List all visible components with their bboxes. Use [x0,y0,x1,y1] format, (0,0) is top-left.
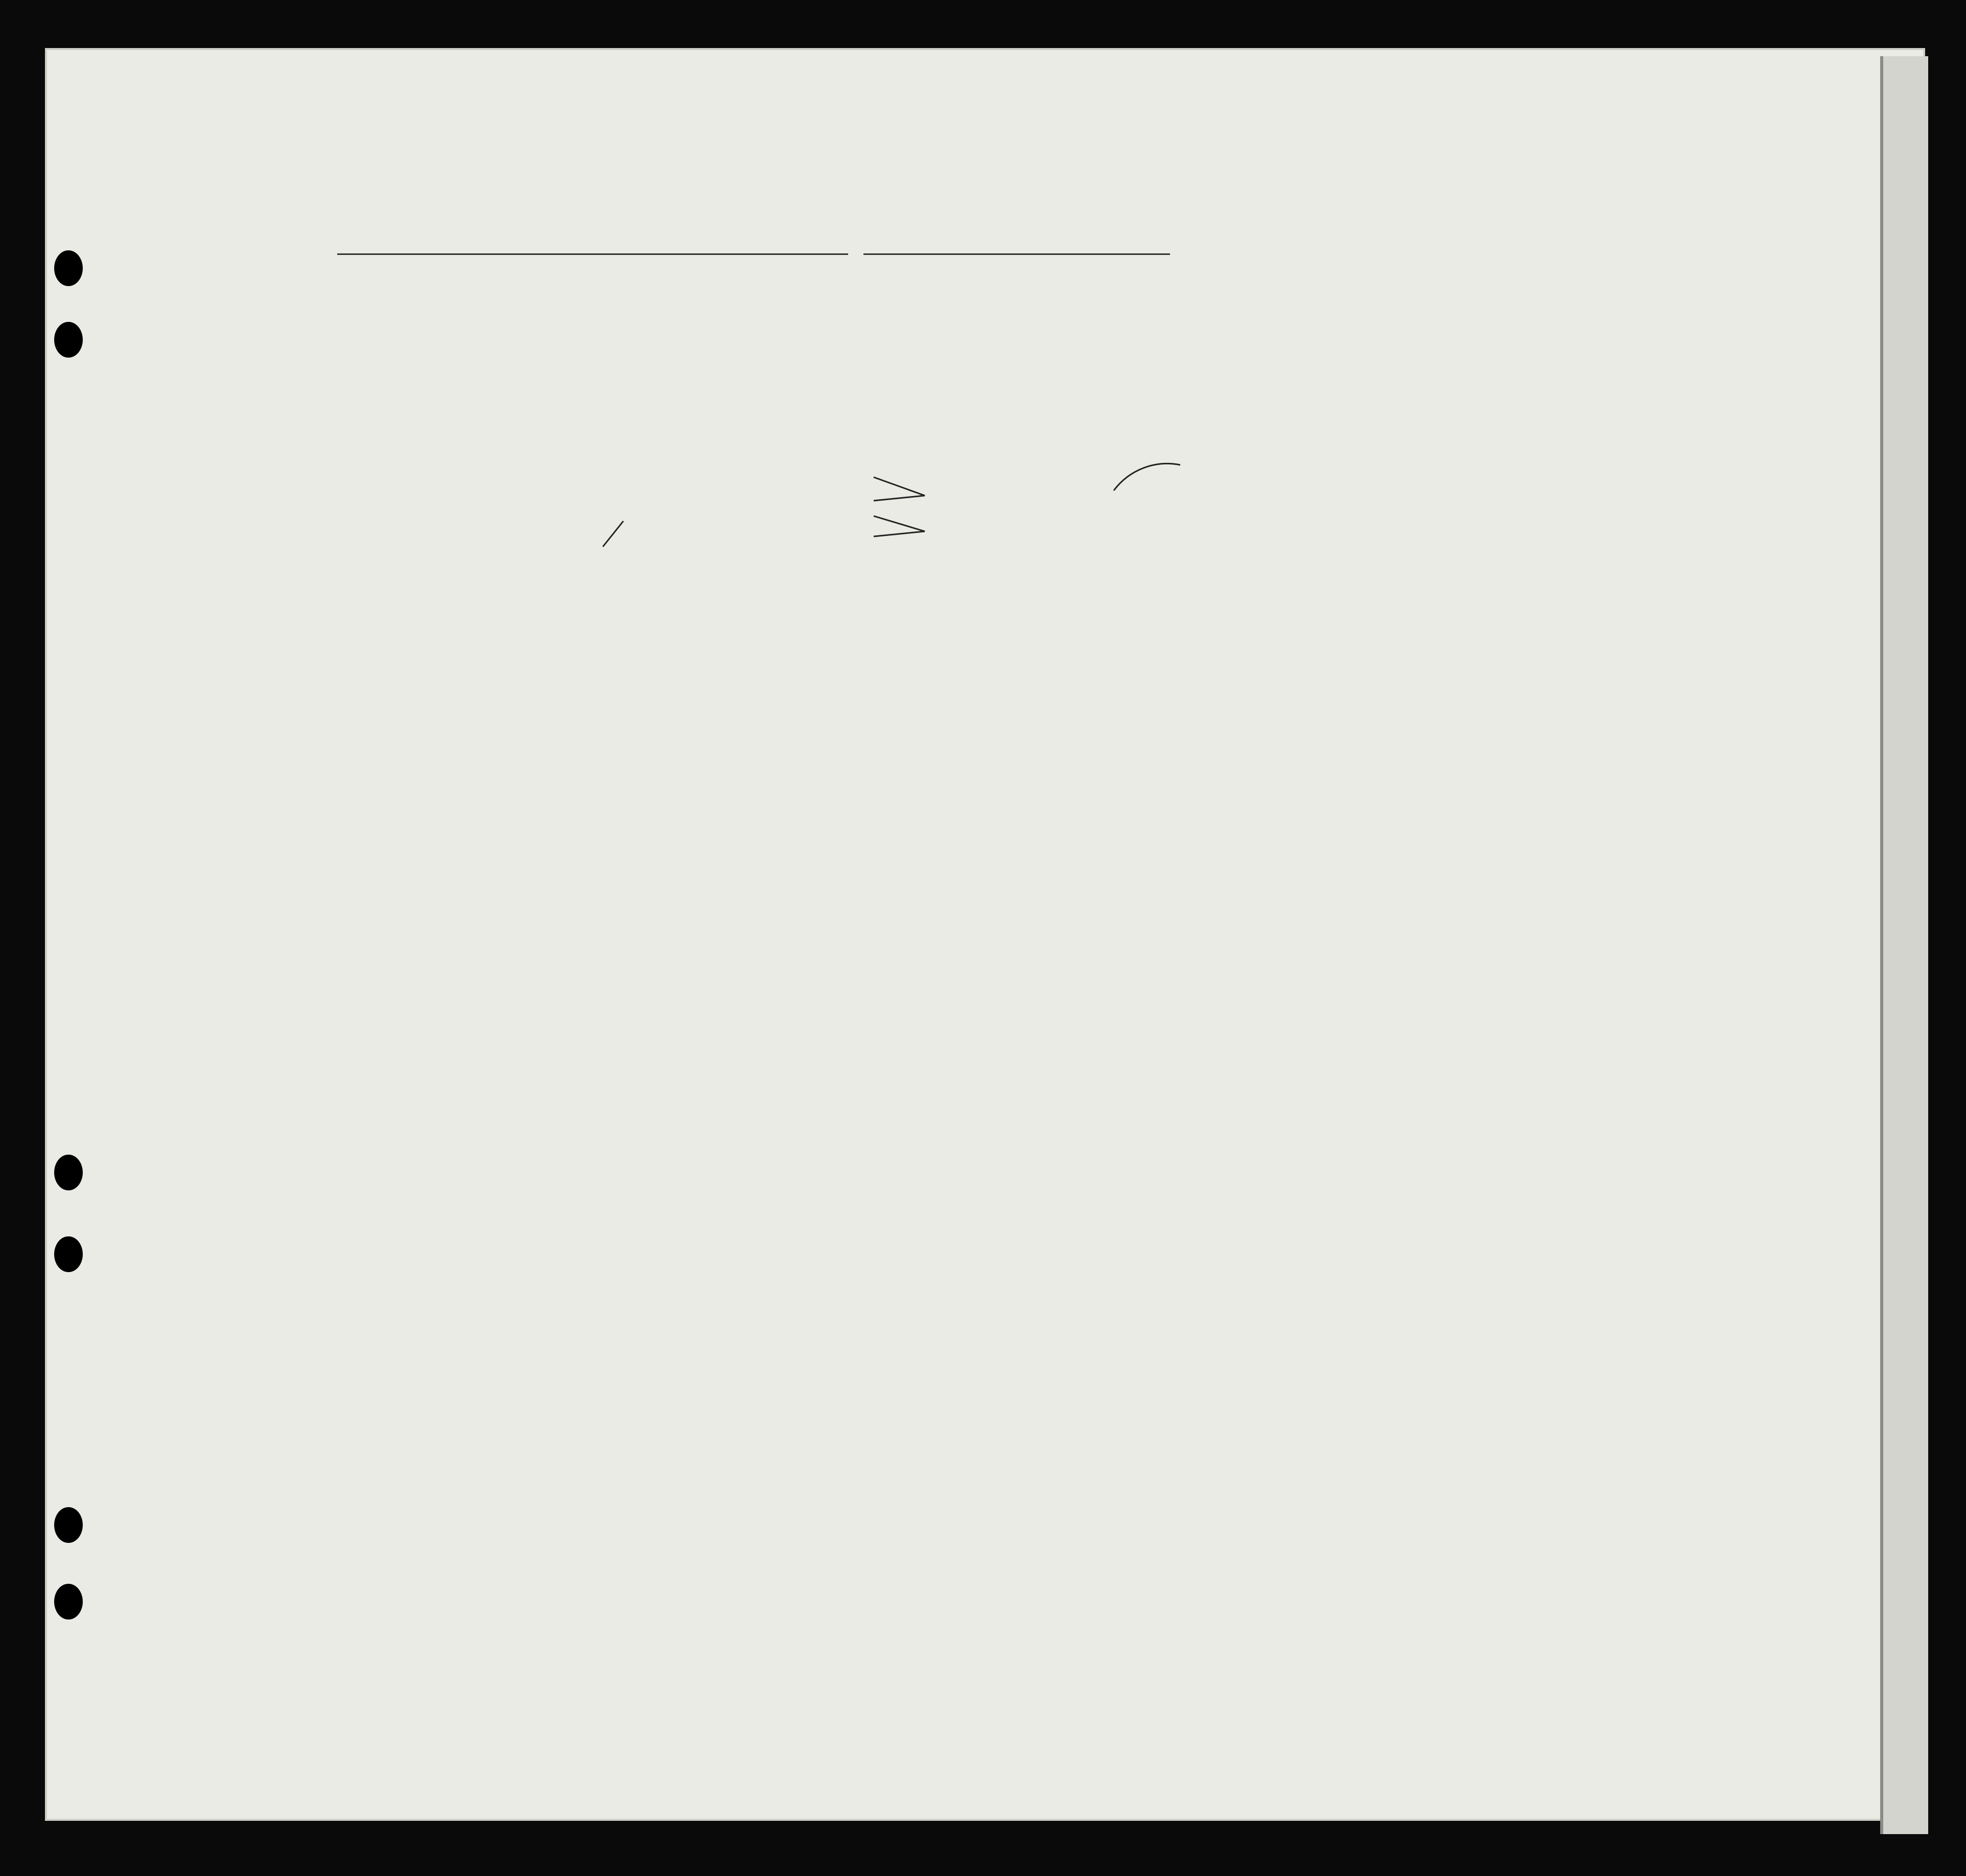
sheet-edge [1880,56,1928,1834]
binder-hole [54,1584,83,1620]
port-underline [337,253,848,255]
binder-hole [54,322,83,358]
binder-hole [54,1155,83,1190]
binder-hole [54,250,83,286]
manifest-sheet [45,48,1925,1821]
checkmark-strokes [588,460,1763,654]
binder-hole [54,1507,83,1543]
date-underline [863,253,1170,255]
binder-hole [54,1236,83,1272]
